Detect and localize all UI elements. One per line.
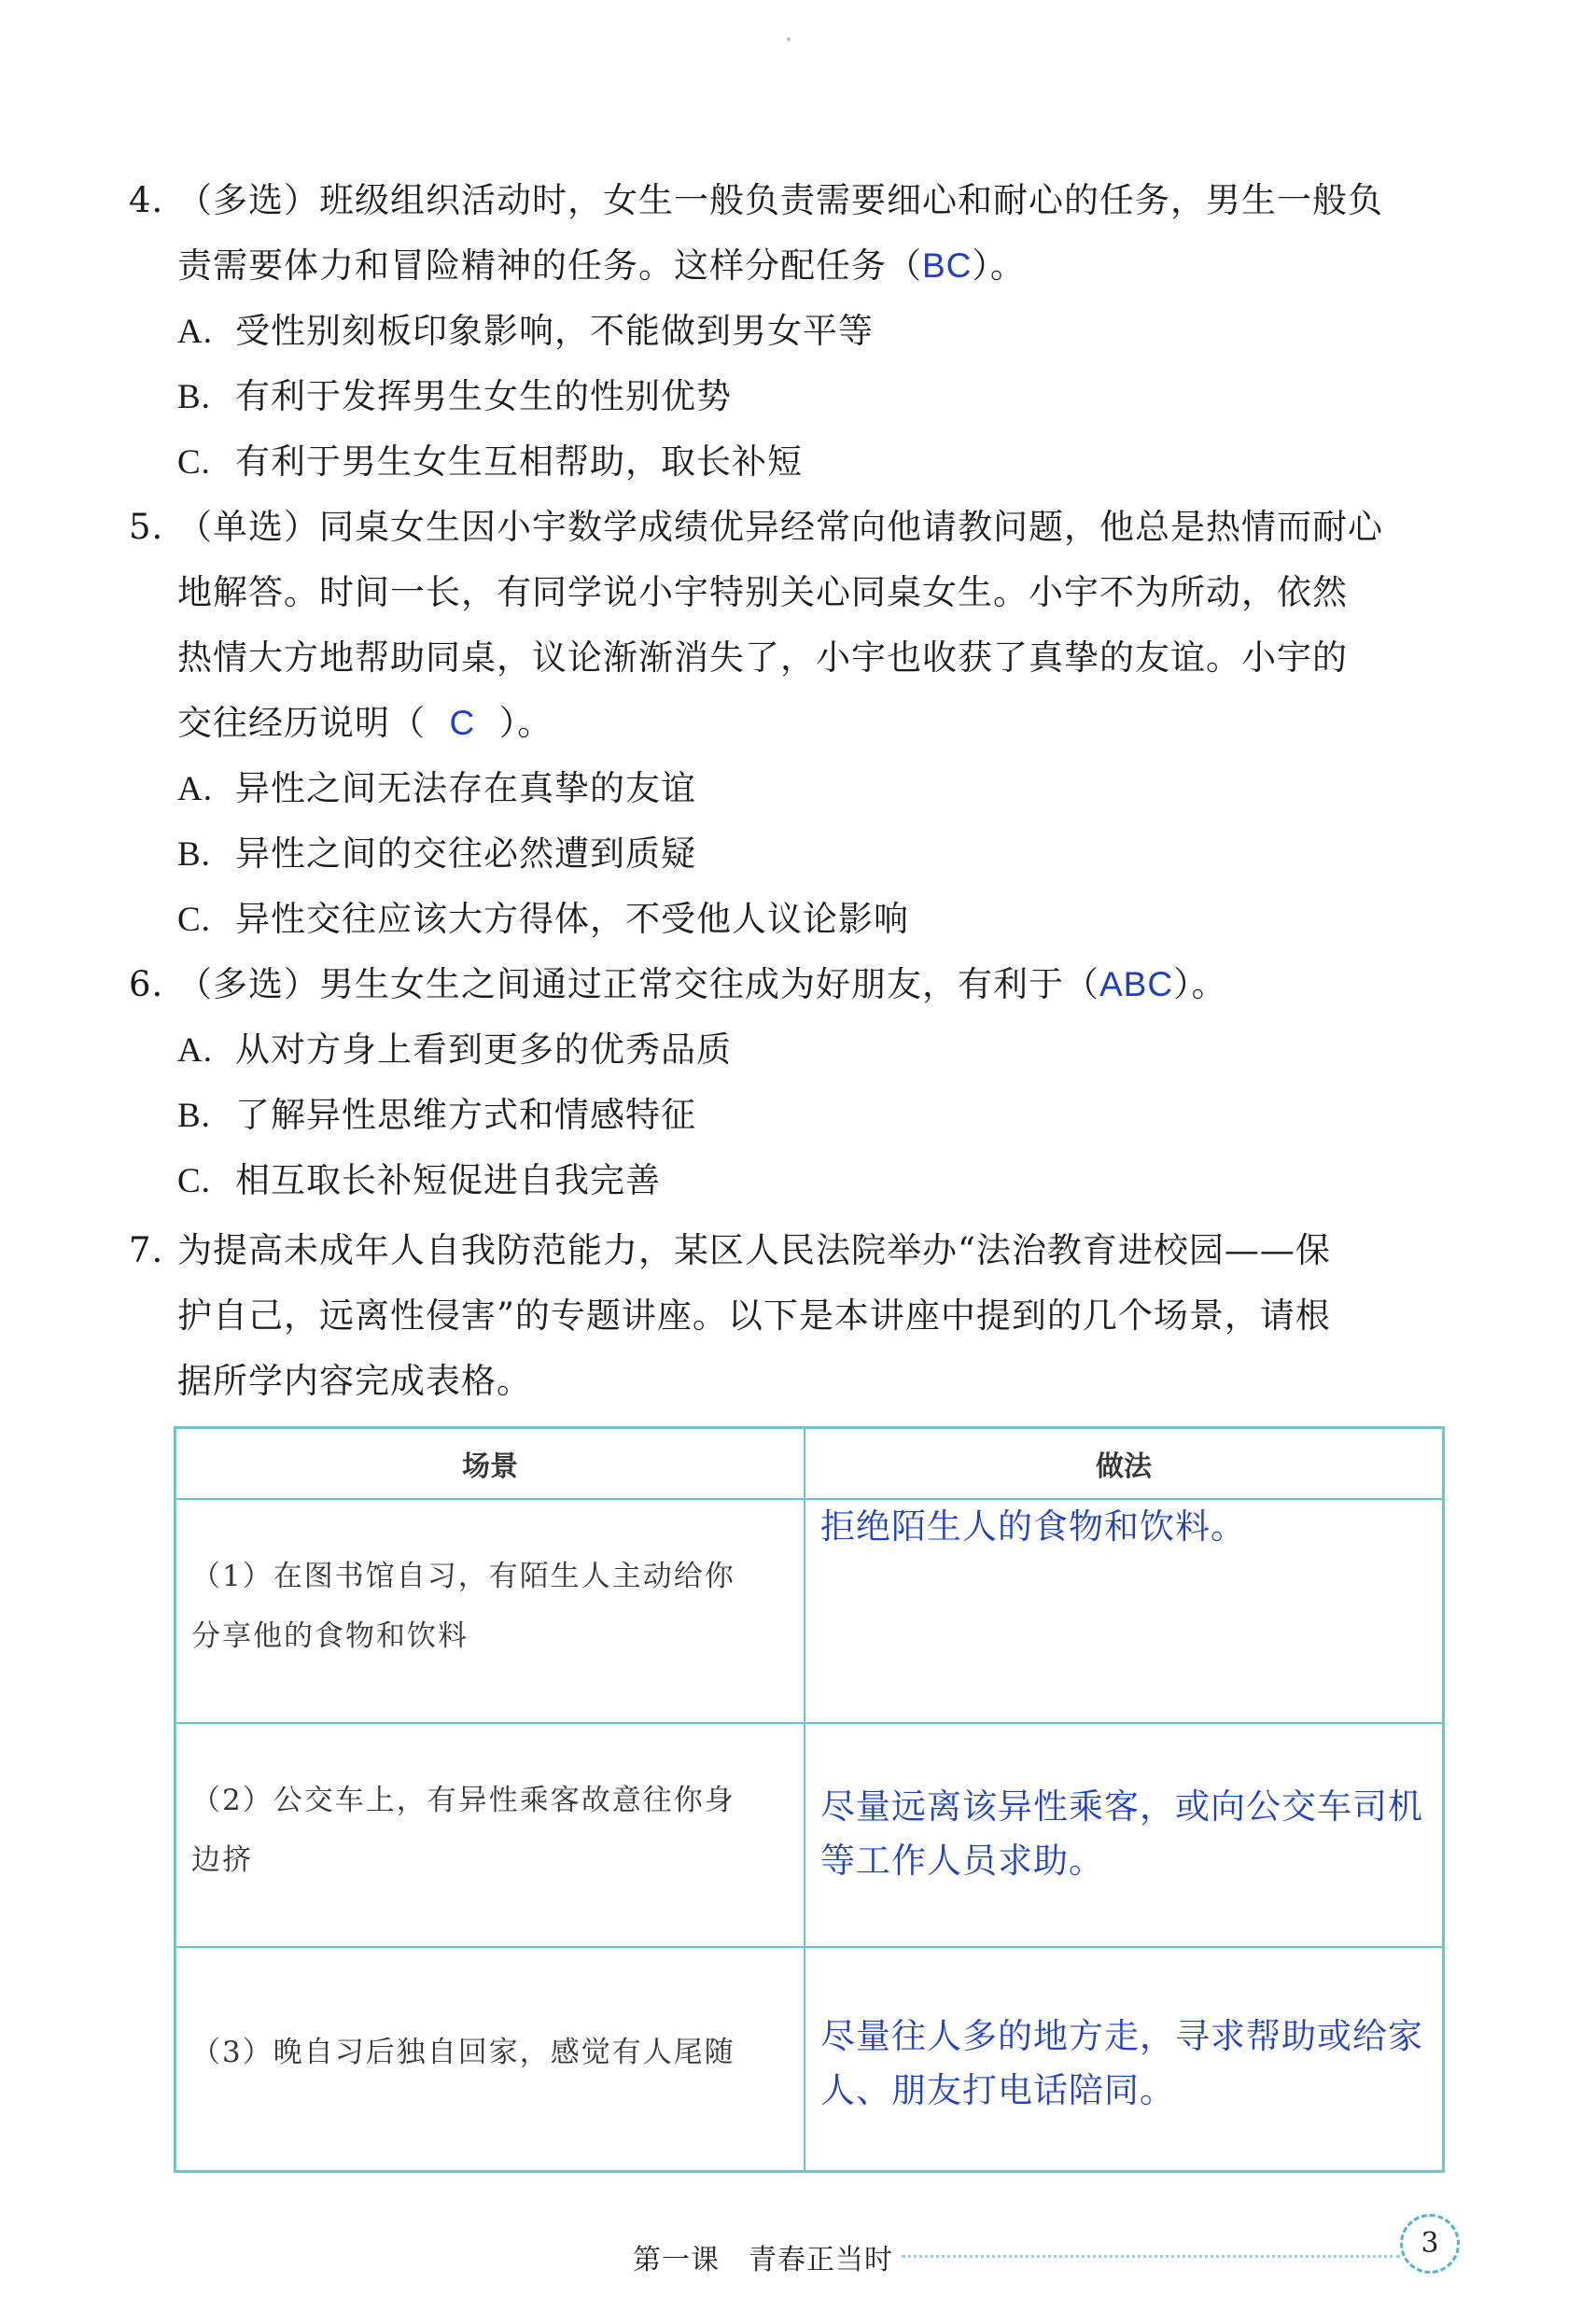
answer-text: BC bbox=[922, 246, 973, 285]
answer-cell bbox=[805, 1499, 1444, 1723]
question-stem-line: 据所学内容完成表格。 bbox=[177, 1361, 532, 1401]
footer-dotted-leader bbox=[902, 2255, 1400, 2258]
answer-text: 拒绝陌生人的食物和饮料。 bbox=[820, 1506, 1246, 1547]
option-c: C. 有利于男生女生互相帮助，取长补短 bbox=[177, 441, 803, 482]
answer-text: 尽量远离该异性乘客，或向公交车司机 bbox=[820, 1786, 1423, 1827]
answer-cell bbox=[805, 1723, 1444, 1947]
option-b: B. 异性之间的交往必然遭到质疑 bbox=[177, 833, 696, 874]
chapter-title: 第一课 青春正当时 bbox=[633, 2244, 893, 2276]
question-number: 4. bbox=[129, 180, 164, 220]
answer-text: 尽量往人多的地方走，寻求帮助或给家 bbox=[820, 2016, 1423, 2056]
question-stem-line: 责需要体力和冒险精神的任务。这样分配任务（BC）。 bbox=[177, 245, 1026, 286]
question-stem-line: （多选）班级组织活动时，女生一般负责需要细心和耐心的任务，男生一般负 bbox=[177, 180, 1383, 220]
page-top-mark bbox=[787, 37, 791, 41]
scene-cell: （1）在图书馆自习，有陌生人主动给你 分享他的食物和饮料 bbox=[175, 1499, 805, 1723]
question-number: 7. bbox=[129, 1230, 164, 1270]
question-stem-line: 为提高未成年人自我防范能力，某区人民法院举办“法治教育进校园——保 bbox=[177, 1230, 1331, 1270]
table-header-row bbox=[175, 1428, 1444, 1500]
table-row bbox=[175, 1947, 1444, 2171]
answer-text: 人、朋友打电话陪同。 bbox=[820, 2070, 1175, 2110]
option-b: B. 了解异性思维方式和情感特征 bbox=[177, 1095, 696, 1135]
option-c: C. 相互取长补短促进自我完善 bbox=[177, 1160, 661, 1200]
scenario-table bbox=[174, 1426, 1445, 2173]
answer-text: ABC bbox=[1099, 965, 1174, 1003]
question-stem-line: 热情大方地帮助同桌，议论渐渐消失了，小宇也收获了真挚的友谊。小宇的 bbox=[177, 637, 1348, 678]
question-stem-line: 交往经历说明（ C ）。 bbox=[177, 703, 553, 743]
option-c: C. 异性交往应该大方得体，不受他人议论影响 bbox=[177, 899, 909, 939]
question-5 bbox=[129, 495, 1454, 756]
table-row bbox=[175, 1723, 1444, 1947]
column-header-scene: 场景 bbox=[175, 1428, 805, 1500]
option-a: A. 从对方身上看到更多的优秀品质 bbox=[177, 1029, 732, 1070]
question-stem-line: 地解答。时间一长，有同学说小宇特别关心同桌女生。小宇不为所动，依然 bbox=[177, 572, 1348, 612]
option-a: A. 异性之间无法存在真挚的友谊 bbox=[177, 768, 696, 808]
option-a: A. 受性别刻板印象影响，不能做到男女平等 bbox=[177, 311, 874, 351]
scene-cell: （2）公交车上，有异性乘客故意往你身 边挤 bbox=[175, 1723, 805, 1947]
question-stem-line: 护自己，远离性侵害”的专题讲座。以下是本讲座中提到的几个场景，请根 bbox=[177, 1296, 1331, 1336]
table-row bbox=[175, 1499, 1444, 1723]
answer-text: 等工作人员求助。 bbox=[820, 1841, 1104, 1881]
question-stem-line: （单选）同桌女生因小宇数学成绩优异经常向他请教问题，他总是热情而耐心 bbox=[177, 507, 1383, 547]
page-number: 3 bbox=[1400, 2214, 1460, 2274]
column-header-action: 做法 bbox=[805, 1428, 1444, 1500]
answer-text: C bbox=[449, 704, 476, 742]
question-number: 5. bbox=[129, 507, 164, 547]
question-4 bbox=[129, 168, 1454, 299]
option-b: B. 有利于发挥男生女生的性别优势 bbox=[177, 376, 732, 416]
question-number: 6. bbox=[129, 964, 164, 1004]
question-6: 6. （多选）男生女生之间通过正常交往成为好朋友，有利于（ABC）。 bbox=[129, 952, 1454, 1017]
scene-cell: （3）晚自习后独自回家，感觉有人尾随 bbox=[175, 1947, 805, 2171]
question-7 bbox=[129, 1218, 1454, 1414]
answer-cell bbox=[805, 1947, 1444, 2171]
